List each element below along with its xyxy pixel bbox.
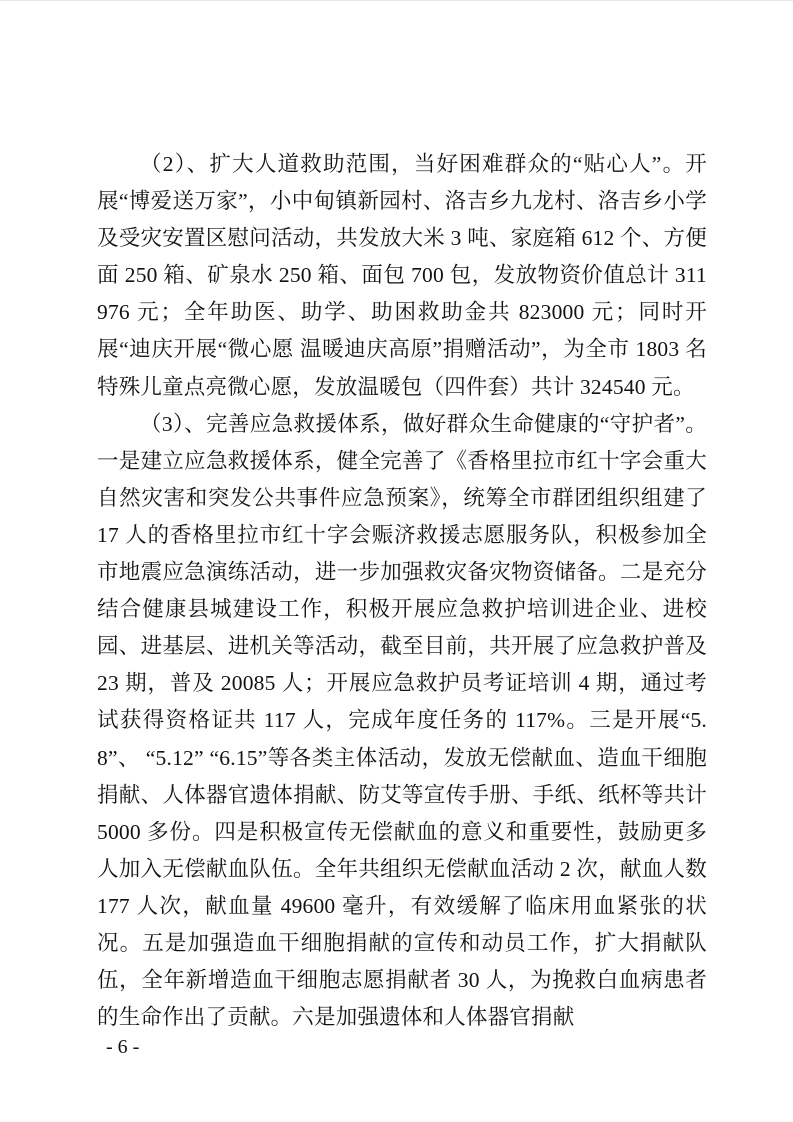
document-body — [97, 146, 707, 1036]
page-number: - 6 - — [106, 1036, 140, 1058]
paragraph-item-2: （2）、扩大人道救助范围，当好困难群众的“贴心人”。开展“博爱送万家”，小中甸镇新园村、洛吉乡九龙村、洛吉乡小学及受灾安置区慰问活动，共发放大米 3 吨、家庭箱 612 个、方便面 250 箱、矿泉水 250 箱、面包 700 包，发放物资价值总计 311976 元；全年助医、助学、助困救助金共 823000 元；同时开展“迪庆开展“微心愿 温暖迪庆高原”捐赠活动”，为全市 1803 名特殊儿童点亮微心愿，发放温暖包（四件套）共计 324540 元。 — [97, 152, 707, 399]
paragraph-item-3: （3）、完善应急救援体系，做好群众生命健康的“守护者”。一是建立应急救援体系，健全完善了《香格里拉市红十字会重大自然灾害和突发公共事件应急预案》，统筹全市群团组织组建了 17 人的香格里拉市红十字会赈济救援志愿服务队，积极参加全市地震应急演练活动，进一步加强救灾备灾物资储备。二是充分结合健康县城建设工作，积极开展应急救护培训进企业、进校园、进基层、进机关等活动，截至目前，共开展了应急救护普及 23 期，普及 20085 人；开展应急救护员考证培训 4 期，通过考试获得资格证共 117 人，完成年度任务的 117%。三是开展“5.8”、 “5.12” “6.15”等各类主体活动，发放无偿献血、造血干细胞捐献、人体器官遗体捐献、防艾等宣传手册、手纸、纸杯等共计 5000 多份。四是积极宣传无偿献血的意义和重要性，鼓励更多人加入无偿献血队伍。全年共组织无偿献血活动 2 次，献血人数 177 人次，献血量 49600 毫升，有效缓解了临床用血紧张的状况。五是加强造血干细胞捐献的宣传和动员工作，扩大捐献队伍，全年新增造血干细胞志愿捐献者 30 人，为挽救白血病患者的生命作出了贡献。六是加强遗体和人体器官捐献 — [97, 411, 707, 1030]
